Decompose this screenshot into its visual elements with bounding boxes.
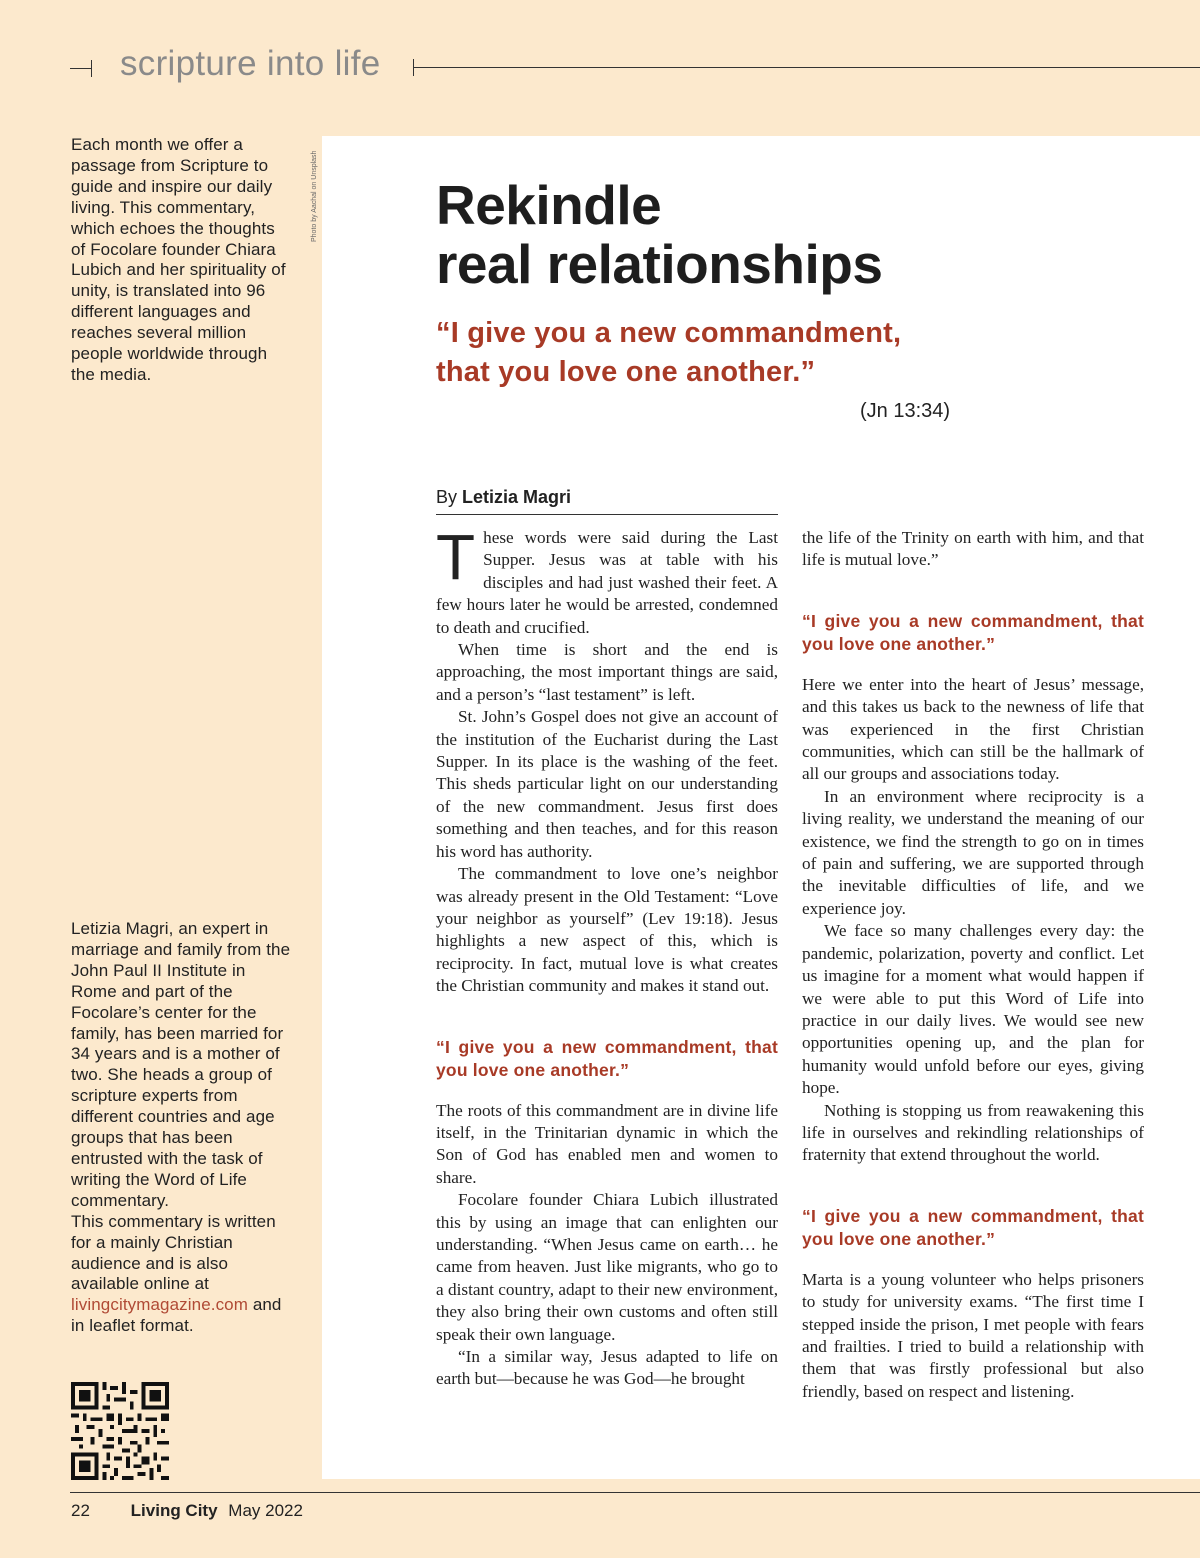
scripture-reference: (Jn 13:34) bbox=[860, 400, 951, 422]
quote-line-1: “I give you a new commandment, bbox=[436, 317, 902, 349]
paragraph-continued: the life of the Trinity on earth with him, and that life is mutual love.” bbox=[802, 528, 1144, 570]
availability-note-end: and in leaflet format. bbox=[71, 1295, 282, 1336]
paragraph: Here we enter into the heart of Jesus’ message, and this takes us back to the newness of life that was experienced in the first Christian communities, which can still be the hallmark of all our groups and associations today. bbox=[802, 674, 1144, 784]
headline-line-1: Rekindle bbox=[436, 174, 662, 236]
author-name: Letizia Magri bbox=[462, 487, 572, 507]
sidebar-intro: Each month we offer a passage from Scripture to guide and inspire our daily living. This commentary, which echoes the thoughts of Focolare founder Chiara Lubich and her spirituality of unity, is translated into 96 different languages and reaches several million people worldwide through the media. bbox=[71, 135, 286, 384]
paragraph: In an environment where reciprocity is a living reality, we understand the meaning of our existence, we find the strength to go on in times of pain and suffering, we are supported through the inevitable difficulties of life, and we experience joy. bbox=[802, 786, 1144, 918]
paragraph: We face so many challenges every day: the pandemic, polarization, poverty and conflict. Let us imagine for a moment what would happen if we were able to put this Word of Life into practice in our daily lives. We would see new opportunities opening up, and the plan for humanity would unfold before our eyes, giving hope. bbox=[802, 921, 1144, 1098]
issue-date: May 2022 bbox=[228, 1501, 303, 1520]
scripture-quote bbox=[436, 314, 996, 392]
qr-code[interactable] bbox=[71, 1382, 169, 1480]
footer bbox=[71, 1501, 303, 1521]
website-link[interactable]: livingcitymagazine.com bbox=[71, 1295, 248, 1315]
paragraph: The commandment to love one’s neighbor was already present in the Old Testament: “Love your neighbor as yourself” (Lev 19:18). Jesus highlights a new aspect of this, which is reciprocity. In fact, mutual love is what creates the Christian community and makes it stand out. bbox=[436, 864, 778, 996]
paragraph: Focolare founder Chiara Lubich illustrated this by using an image that can enlighten our understanding. “When Jesus came on earth… he came from heaven. Just like migrants, who go to a distant country, adapt to their new environment, they also bring their own customs and often still speak their own language. bbox=[436, 1190, 778, 1344]
paragraph: Nothing is stopping us from reawakening this life in ourselves and rekindling relationships of fraternity that extend throughout the world. bbox=[802, 1100, 1144, 1165]
availability-note: This commentary is written for a mainly Christian audience and is also available online at bbox=[71, 1211, 276, 1294]
paragraph: These words were said during the Last Supper. Jesus was at table with his disciples and had just washed their feet. A few hours later he would be arrested, condemned to death and crucified. bbox=[436, 521, 778, 637]
headline bbox=[436, 176, 996, 294]
photo-credit: Photo by Aachal on Unsplash bbox=[311, 150, 318, 242]
subhead: “I give you a new commandment, that you love one another.” bbox=[802, 1205, 1144, 1249]
section-title: scripture into life bbox=[120, 44, 381, 83]
subhead: “I give you a new commandment, that you love one another.” bbox=[436, 1036, 778, 1080]
byline-prefix: By bbox=[436, 487, 458, 507]
bio-text: Letizia Magri, an expert in marriage and family from the John Paul II Institute in Rome and part of the Focolare’s center for the family, has been married for 34 years and is a mother of two. She heads a group of scripture experts from different countries and age groups that has been entrusted with the task of writing the Word of Life commentary. bbox=[71, 919, 291, 1210]
header-rule-right bbox=[413, 67, 1200, 68]
byline bbox=[436, 487, 778, 515]
header-rule-left bbox=[70, 68, 92, 69]
subhead: “I give you a new commandment, that you love one another.” bbox=[802, 610, 1144, 654]
article-column-2 bbox=[802, 527, 1144, 1403]
magazine-name: Living City bbox=[130, 1501, 218, 1520]
author-bio bbox=[71, 919, 291, 1337]
article-column-1 bbox=[436, 521, 778, 1391]
paragraph: Marta is a young volunteer who helps prisoners to study for university exams. “The first time I stepped inside the prison, I met people with fears and frailties. I tried to build a relationship with them that was firstly professional but also friendly, based on respect and listening. bbox=[802, 1269, 1144, 1401]
quote-line-2: that you love one another.” bbox=[436, 356, 816, 388]
drop-cap: T bbox=[436, 521, 476, 593]
paragraph: “In a similar way, Jesus adapted to life on earth but—because he was God—he brought bbox=[436, 1347, 778, 1389]
paragraph: St. John’s Gospel does not give an account of the institution of the Eucharist during the Last Supper. In its place is the washing of the feet. This sheds particular light on our understanding of the new commandment. Jesus first does something and then teaches, and for this reason his word has authority. bbox=[436, 707, 778, 861]
paragraph: When time is short and the end is approaching, the most important things are said, and a person’s “last testament” is left. bbox=[436, 640, 778, 704]
paragraph: The roots of this commandment are in divine life itself, in the Trinitarian dynamic in which the Son of God has enabled men and women to share. bbox=[436, 1100, 778, 1187]
headline-line-2: real relationships bbox=[436, 233, 883, 295]
page-number: 22 bbox=[71, 1501, 90, 1520]
footer-rule bbox=[70, 1492, 1200, 1493]
